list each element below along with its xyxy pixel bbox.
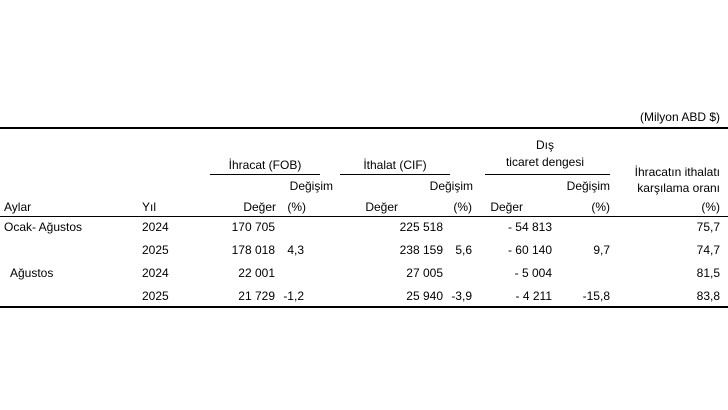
row-year: 2024 (142, 266, 169, 280)
balance-value-header: Değer (490, 200, 523, 214)
imports-value-cell: 27 005 (406, 266, 443, 280)
imports-percent-header: (%) (453, 200, 472, 214)
imports-value-header: Değer (365, 200, 398, 214)
header-bottom-rule (0, 216, 728, 217)
imports-value-cell: 225 518 (399, 220, 443, 234)
year-header: Yıl (142, 200, 157, 214)
imports-value-cell: 25 940 (406, 289, 443, 303)
imports-change-cell: 5,6 (455, 243, 472, 257)
table-bottom-rule (0, 306, 728, 308)
exports-header-rule (210, 174, 320, 175)
balance-header-rule (485, 174, 610, 175)
balance-header-line2: ticaret dengesi (505, 155, 585, 169)
coverage-cell: 74,7 (696, 243, 720, 257)
exports-percent-header: (%) (287, 200, 306, 214)
table-top-rule (0, 127, 728, 129)
coverage-cell: 83,8 (696, 289, 720, 303)
balance-value-cell: - 4 211 (515, 289, 552, 303)
balance-percent-header: (%) (591, 200, 610, 214)
row-year: 2025 (142, 289, 169, 303)
exports-value-cell: 178 018 (231, 243, 275, 257)
row-year: 2025 (142, 243, 169, 257)
coverage-percent-header: (%) (701, 200, 720, 214)
balance-value-cell: - 60 140 (507, 243, 552, 257)
exports-change-cell: 4,3 (287, 243, 304, 257)
coverage-cell: 81,5 (696, 266, 720, 280)
exports-value-cell: 21 729 (238, 289, 275, 303)
imports-change-cell: -3,9 (451, 289, 472, 303)
imports-header-rule (340, 174, 450, 175)
imports-header: İthalat (CIF) (363, 158, 427, 172)
exports-change-cell: -1,2 (283, 289, 304, 303)
row-year: 2024 (142, 220, 169, 234)
row-period: Ocak- Ağustos (4, 220, 83, 234)
row-period: Ağustos (10, 266, 54, 280)
coverage-header-line2: karşılama oranı (637, 181, 720, 195)
exports-value-cell: 22 001 (238, 266, 275, 280)
balance-change-cell: 9,7 (593, 243, 610, 257)
balance-value-cell: - 5 004 (514, 266, 552, 280)
balance-change-label: Değişim (566, 179, 610, 193)
imports-change-label: Değişim (429, 179, 473, 193)
exports-value-header: Değer (243, 200, 276, 214)
balance-change-cell: -15,8 (582, 289, 610, 303)
imports-value-cell: 238 159 (399, 243, 443, 257)
balance-header-line1: Dış (536, 138, 554, 152)
coverage-cell: 75,7 (696, 220, 720, 234)
months-header: Aylar (4, 200, 32, 214)
exports-header: İhracat (FOB) (228, 158, 302, 172)
exports-value-cell: 170 705 (231, 220, 275, 234)
unit-note: (Milyon ABD $) (639, 110, 720, 124)
exports-change-label: Değişim (289, 179, 333, 193)
coverage-header-line1: İhracatın ithalatı (634, 165, 720, 179)
balance-value-cell: - 54 813 (507, 220, 552, 234)
